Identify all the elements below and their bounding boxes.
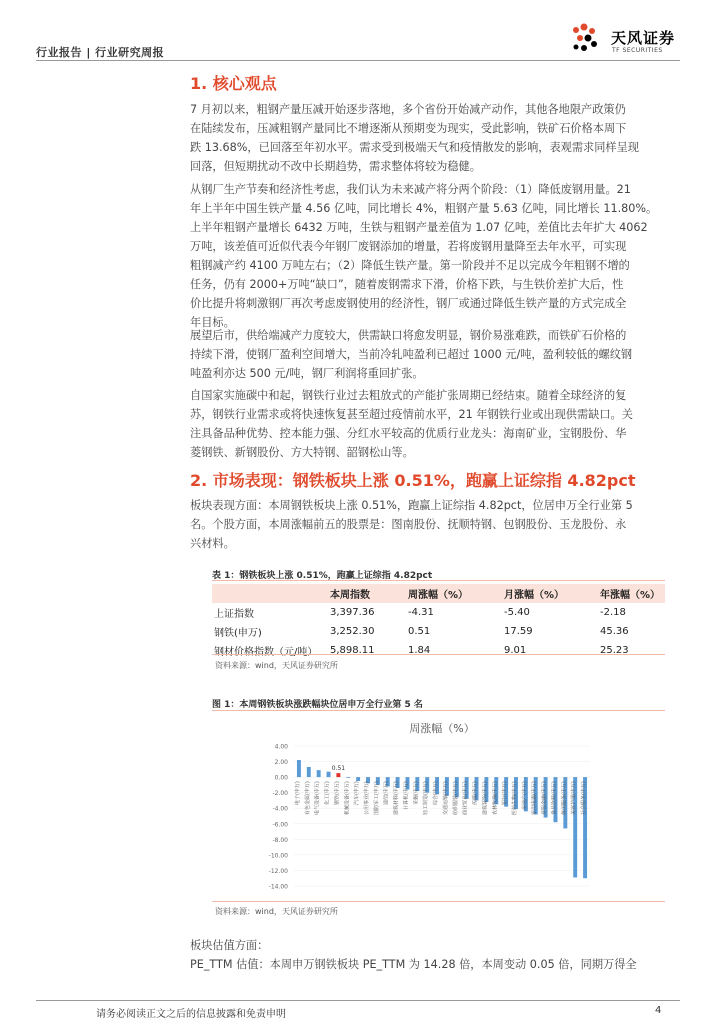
section1-paragraph-1: 7 月初以来，粗钢产量压减开始逐步落地，多个省份开始减产动作，其他各地限产政策仍 在陆续发布，压减粗钢产量同比不增逐渐从预期变为现实，受此影响，铁矿石价格本周下 跌 13.68%，已回落至年初水平。需求受到极端天气和疫情散发的影响，表观需求同样呈现 回落，但短期扰动不改中长期趋势，需求整体将较为稳健。 — [190, 103, 639, 173]
table1-header-row — [212, 584, 665, 603]
chart-bar — [346, 777, 350, 778]
table-cell: 上证指数 — [214, 609, 254, 620]
x-category-label: 通信(申万) — [383, 781, 390, 806]
table-cell: 3,397.36 — [330, 607, 375, 618]
table1-title: 表 1：钢铁板块上涨 0.51%，跑赢上证综指 4.82pct — [212, 571, 433, 581]
x-category-label: 电子(申万) — [294, 781, 301, 806]
table1 — [212, 584, 665, 660]
table-cell: 45.36 — [600, 626, 629, 637]
bar-chart — [212, 712, 665, 900]
footer-divider — [36, 1000, 680, 1001]
x-category-label: 计算机(申万) — [403, 781, 410, 811]
x-category-label: 采掘(申万) — [413, 781, 420, 806]
x-category-label: 社会服务(申万) — [581, 781, 588, 816]
section1-paragraph-3: 展望后市，供给端减产力度较大，供需缺口将愈发明显，钢价易涨难跌，而铁矿石价格的 持续下滑，使钢厂盈利空间增大，当前冷轧吨盈利已超过 1000 元/吨，盈利较低的螺纹钢 吨盈利亦达 500 元/吨，钢厂利润将重回扩张。 — [190, 329, 633, 380]
section2-title: 2. 市场表现：钢铁板块上涨 0.51%，跑赢上证综指 4.82pct — [190, 471, 636, 490]
x-category-label: 非银金融(申万) — [541, 781, 548, 816]
y-tick-label: 4.00 — [274, 743, 288, 751]
x-category-label: 家用电器(申万) — [531, 781, 538, 816]
report-header: 行业报告 | 行业研究周报 — [36, 46, 165, 59]
x-category-label: 商业贸易(申万) — [462, 781, 469, 816]
logo-text-cn: 天风证券 — [611, 29, 676, 47]
y-tick-label: -8.00 — [272, 836, 288, 844]
figure1-title: 图 1：本周钢铁板块涨跌幅块位居申万全行业第 5 名 — [212, 700, 423, 710]
x-category-label: 美容护理(申万) — [571, 781, 578, 816]
section1-paragraph-4: 自国家实施碳中和起，钢铁行业过去粗放式的产能扩张周期已经结束。随着全球经济的复 苏，钢铁行业需求或将快速恢复甚至超过疫情前水平，21 年钢铁行业或出现供需缺口。关 注具备品种优势、控本能力强、分红水平较高的优质行业龙头：海南矿业，宝钢股份、华 菱钢铁、新钢股份、方大特钢、韶钢松山等。 — [190, 389, 633, 459]
chart-bar — [327, 772, 331, 777]
table-cell: 17.59 — [504, 626, 533, 637]
table1-top-rule — [212, 580, 665, 581]
x-category-label: 食品饮料(申万) — [551, 781, 558, 816]
table-row — [212, 641, 665, 660]
table-cell: -4.31 — [408, 607, 434, 618]
x-category-label: 综合(申万) — [433, 781, 440, 806]
y-tick-label: -6.00 — [272, 821, 288, 829]
x-category-label: 银行(申万) — [502, 781, 509, 806]
x-category-label: 国防军工(申万) — [373, 781, 380, 816]
y-tick-label: -10.00 — [268, 852, 288, 860]
x-category-label: 电气设备(申万) — [314, 781, 321, 816]
table-header-cell — [212, 584, 328, 603]
section3-paragraph-2: PE_TTM 估值：本周申万钢铁板块 PE_TTM 为 14.28 倍，本周变动 0.05 倍，同期万得全 — [190, 958, 637, 971]
section1-title: 1. 核心观点 — [190, 74, 277, 93]
table-cell: 0.51 — [408, 626, 431, 637]
x-category-label: 交通运输(申万) — [442, 781, 449, 816]
table-cell: 钢铁(申万) — [214, 628, 262, 639]
x-category-label: 建筑材料(申万) — [393, 781, 400, 816]
table-header-cell: 年涨幅（%） — [598, 584, 665, 603]
table-cell: 1.84 — [408, 645, 431, 656]
header-divider — [36, 60, 680, 61]
y-tick-label: 0.00 — [274, 774, 288, 782]
chart-title: 周涨幅（%） — [409, 722, 475, 735]
table-row — [212, 603, 665, 622]
table1-source: 资料来源：wind，天风证券研究所 — [215, 661, 338, 670]
x-category-label: 休闲服务(申万) — [561, 781, 568, 816]
x-category-label: 医药生物(申万) — [512, 781, 518, 816]
table-header-cell: 月涨幅（%） — [502, 584, 598, 603]
chart-bar — [317, 770, 321, 777]
figure1-top-rule — [212, 710, 665, 711]
table-cell: 钢材价格指数（元/吨） — [214, 647, 318, 658]
y-tick-label: -14.00 — [268, 883, 288, 891]
chart-bar — [297, 760, 301, 777]
chart-data-label: 0.51 — [331, 765, 346, 773]
table-row — [212, 622, 665, 641]
page-number: 4 — [655, 1005, 662, 1016]
figure1-bottom-rule — [212, 901, 665, 902]
y-tick-label: -2.00 — [272, 790, 288, 798]
x-category-label: 化工(申万) — [324, 781, 331, 806]
table-cell: 25.23 — [600, 645, 629, 656]
chart-bar — [336, 773, 340, 777]
x-category-label: 有色金属(申万) — [304, 781, 311, 816]
footer-disclaimer: 请务必阅读正文之后的信息披露和免责申明 — [96, 1009, 286, 1020]
table-cell: -5.40 — [504, 607, 530, 618]
figure1-source: 资料来源：wind，天风证券研究所 — [215, 907, 338, 916]
section2-paragraph-1: 板块表现方面：本周钢铁板块上涨 0.51%，跑赢上证综指 4.82pct，位居申万全行业第 5 名。个股方面，本周涨幅前五的股票是：图南股份、抚顺特钢、包钢股份、玉龙股份、永 兴材料。 — [190, 499, 633, 550]
x-category-label: 机械设备(申万) — [344, 781, 351, 816]
x-category-label: 公用事业(申万) — [364, 781, 370, 816]
chart-bar — [356, 777, 360, 781]
x-category-label: 纺织服装(申万) — [452, 781, 459, 816]
x-category-label: 农林牧渔(申万) — [492, 781, 499, 816]
y-tick-label: -4.00 — [272, 805, 288, 813]
x-category-label: 传媒(申万) — [472, 781, 479, 806]
table-cell: 5,898.11 — [330, 645, 375, 656]
x-category-label: 房地产(申万) — [521, 781, 528, 811]
x-category-label: 建筑装饰(申万) — [482, 781, 489, 816]
table-header-cell: 周涨幅（%） — [406, 584, 502, 603]
x-category-label: 钢铁(申万) — [334, 781, 341, 806]
x-category-label: 汽车(申万) — [354, 781, 361, 806]
section1-paragraph-2: 从钢厂生产节奏和经济性考虑，我们认为未来减产将分两个阶段：（1）降低废钢用量。21 年上半年中国生铁产量 4.56 亿吨，同比增长 4%，粗钢产量 5.63 亿吨，同比增长 11.80%。 上半年粗钢产量增长 6432 万吨，生铁与粗钢产量差值为 1.07 亿吨，差值比去年扩大 4062 万吨，该差值可近似代表今年钢厂废钢添加的增量，若将废钢用量降至去年水平，可实现 粗钢减产约 4100 万吨左右；（2）降低生铁产量。第一阶段并不足以完成今年粗钢不增的 任务，仍有 2000+万吨“缺口”，随着废钢需求下滑，价格下跌，与生铁价差扩大后，性 价比提升将刺激钢厂再次考虑废钢使用的经济性，钢厂或通过降低生铁产量的方式完成全 年目标。 — [190, 183, 658, 329]
y-tick-label: -12.00 — [268, 867, 288, 875]
chart-bar — [307, 767, 311, 777]
table-cell: 9.01 — [504, 645, 527, 656]
table-cell: 3,252.30 — [330, 626, 375, 637]
section3-paragraph-1: 板块估值方面： — [190, 939, 269, 952]
logo-text-en: TF SECURITIES — [612, 47, 663, 54]
x-category-label: 轻工制造(申万) — [423, 781, 430, 816]
table1-bottom-rule — [212, 654, 665, 655]
y-tick-label: 2.00 — [274, 759, 288, 767]
table-cell: -2.18 — [600, 607, 626, 618]
table-header-cell: 本周指数 — [328, 584, 406, 603]
